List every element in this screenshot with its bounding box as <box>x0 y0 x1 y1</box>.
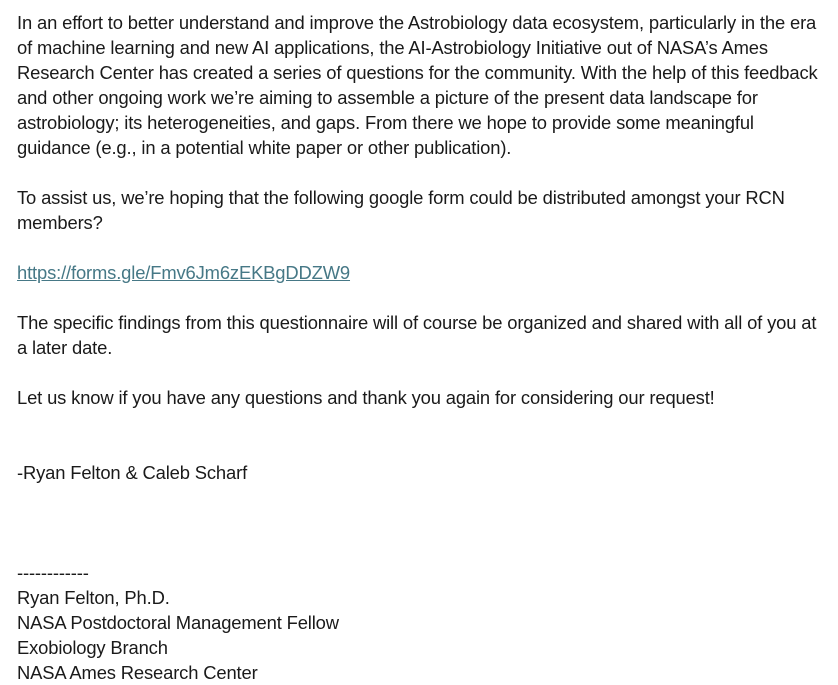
intro-paragraph: In an effort to better understand and improve the Astrobiology data ecosystem, particularly in the era of machine learning and new AI applications, the AI-Astrobiology Initiative out of NASA’s Ames Research Center has created a series of questions for the community. With the help of this feedback and other ongoing work we’re aiming to assemble a picture of the present data landscape for astrobiology; its heterogeneities, and gaps. From there we hope to provide some meaningful guidance (e.g., in a potential white paper or other publication). <box>17 12 818 158</box>
spacer <box>17 285 827 310</box>
signature-block <box>17 560 827 685</box>
findings-paragraph: The specific findings from this questionnaire will of course be organized and shared with all of you at a later date. <box>17 312 817 358</box>
signoff: -Ryan Felton & Caleb Scharf <box>17 462 248 483</box>
signature-center: NASA Ames Research Center <box>17 662 258 683</box>
signature-name: Ryan Felton, Ph.D. <box>17 587 170 608</box>
request-paragraph: To assist us, we’re hoping that the following google form could be distributed amongst your RCN members? <box>17 187 785 233</box>
spacer <box>17 160 827 185</box>
google-form-link[interactable]: https://forms.gle/Fmv6Jm6zEKBgDDZW9 <box>17 262 351 283</box>
signature-branch: Exobiology Branch <box>17 637 168 658</box>
spacer <box>17 410 827 460</box>
spacer <box>17 235 827 260</box>
signature-separator: ------------ <box>17 562 89 583</box>
spacer <box>17 360 827 385</box>
signature-title: NASA Postdoctoral Management Fellow <box>17 612 339 633</box>
spacer <box>17 485 827 560</box>
email-body <box>17 10 827 685</box>
link-paragraph <box>17 260 827 285</box>
thanks-paragraph: Let us know if you have any questions and thank you again for considering our request! <box>17 387 715 408</box>
